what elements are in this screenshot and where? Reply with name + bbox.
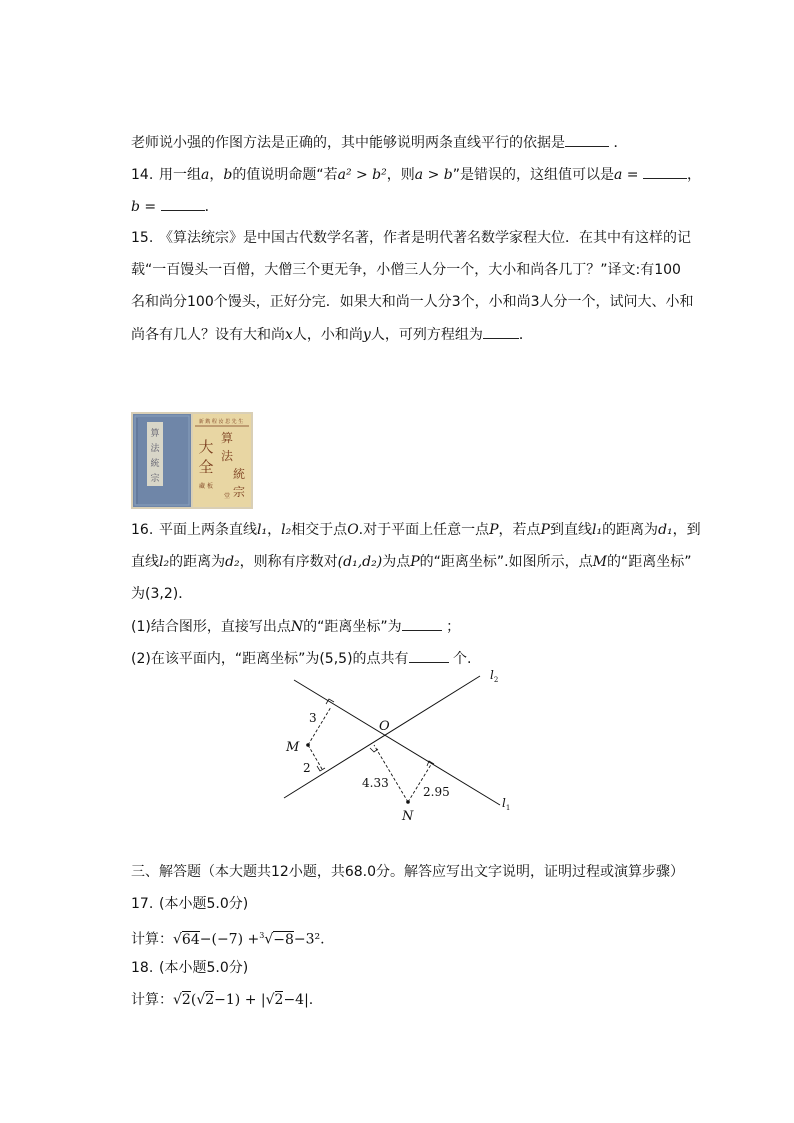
svg-text:宗: 宗 bbox=[232, 485, 246, 499]
q18-radicand-2: 2 bbox=[205, 992, 215, 1008]
q16-l1-2: l₁ bbox=[591, 522, 603, 538]
q17-minus-neg7: −(−7) + bbox=[199, 931, 260, 948]
q16-text-1d: .对于平面上任意一点 bbox=[358, 522, 490, 538]
label-dist-3: 3 bbox=[309, 711, 317, 725]
q16-sub1-text-b: 的“距离坐标”为 bbox=[303, 619, 402, 635]
distance-coordinate-figure bbox=[270, 665, 530, 825]
q14-text-2: 的值说明命题“若 bbox=[232, 167, 338, 183]
q16-sub1-end: ； bbox=[446, 619, 461, 635]
q14-b-eq: b = bbox=[131, 199, 157, 215]
q16-line3: 为(3,2)． bbox=[131, 586, 193, 602]
var-a: a bbox=[201, 167, 210, 183]
q16-text-2d: 为点 bbox=[382, 554, 411, 570]
svg-text:藏 板: 藏 板 bbox=[199, 483, 213, 490]
question-16-number: 16. bbox=[131, 522, 154, 538]
N-right-angle-l2 bbox=[370, 748, 378, 752]
q16-P: P bbox=[489, 522, 499, 538]
q14-comma: ， bbox=[209, 167, 224, 183]
q15-line4 bbox=[131, 324, 533, 345]
q16-text-2e: 的“距离坐标” bbox=[419, 554, 505, 570]
intro-answer-blank bbox=[565, 132, 609, 147]
q16-text-1b: ， bbox=[267, 522, 282, 538]
question-18 bbox=[131, 958, 248, 978]
q18-score: (本小题5.0分) bbox=[159, 960, 249, 976]
label-dist-295: 2.95 bbox=[423, 785, 450, 799]
q18-sqrt-sign-3: √ bbox=[265, 992, 275, 1008]
line-l1 bbox=[294, 680, 500, 805]
q16-l2-2: l₂ bbox=[159, 554, 170, 570]
q16-text-2a: 直线 bbox=[131, 554, 159, 570]
q16-l1: l₁ bbox=[257, 522, 268, 538]
q17-sqrt-sign: √ bbox=[173, 931, 182, 948]
q17-tail: −3². bbox=[293, 931, 325, 948]
q14-a-eq: a = bbox=[613, 167, 639, 183]
N-perp-l2 bbox=[374, 745, 408, 802]
q17-radicand-64: 64 bbox=[181, 931, 200, 948]
question-14-line2 bbox=[131, 196, 219, 217]
q16-line2 bbox=[131, 552, 691, 572]
svg-text:統: 統 bbox=[150, 459, 160, 469]
svg-text:算: 算 bbox=[150, 429, 160, 439]
q15-line2: 载“一百馒头一百僧，大僧三个更无争，小僧三人分一个，大小和尚各几丁？”译文:有100 bbox=[131, 262, 681, 278]
q16-d2: d₂ bbox=[225, 554, 240, 570]
q17-cbrt-sign: √ bbox=[264, 931, 274, 948]
q15-period: ． bbox=[518, 327, 533, 343]
q15-answer-blank bbox=[483, 324, 519, 339]
question-14: 14. 用一组a，b的值说明命题“若a² > b²，则a > b”是错误的，这组值可以是a = ， bbox=[131, 164, 701, 185]
svg-text:算: 算 bbox=[220, 431, 234, 445]
svg-text:大: 大 bbox=[198, 438, 214, 456]
label-dist-433: 4.33 bbox=[362, 776, 389, 790]
q18-radicand-3: 2 bbox=[274, 992, 284, 1008]
question-16 bbox=[131, 520, 701, 540]
q14-period: ． bbox=[204, 199, 219, 215]
q18-sqrt-sign-2: √ bbox=[196, 992, 206, 1008]
intro-period: ． bbox=[613, 135, 628, 151]
q18-expression bbox=[131, 990, 313, 1010]
q18-open: ( bbox=[190, 992, 197, 1008]
suanfa-tongzong-book-image bbox=[131, 412, 253, 509]
q16-sub1 bbox=[131, 616, 460, 637]
q16-text-2f: .如图所示，点 bbox=[504, 554, 593, 570]
q16-text-1c: 相交于点 bbox=[291, 522, 348, 538]
q16-N: N bbox=[290, 619, 304, 635]
section-3-heading: 三、解答题（本大题共12小题，共68.0分。解答应写出文字说明，证明过程或演算步骤） bbox=[131, 864, 684, 880]
q16-M: M bbox=[592, 554, 607, 570]
q14-text-4: ”是错误的，这组值可以是 bbox=[452, 167, 614, 183]
q16-text-1h: ，到 bbox=[672, 522, 701, 538]
label-l1-letter: l bbox=[502, 796, 506, 810]
var-b: b bbox=[223, 167, 233, 183]
svg-text:統: 統 bbox=[232, 467, 246, 481]
q15-text-b: 人，小和尚 bbox=[292, 327, 363, 343]
q15-line3: 名和尚分100个馒头，正好分完．如果大和尚一人分3个，小和尚3人分一个，试问大、小和 bbox=[131, 294, 694, 310]
q16-l2: l₂ bbox=[281, 522, 292, 538]
question-14-number: 14. bbox=[131, 167, 154, 183]
label-M: M bbox=[286, 740, 300, 755]
q16-sub2-blank bbox=[409, 648, 449, 663]
svg-text:堂: 堂 bbox=[223, 493, 231, 500]
q16-text-1g: 的距离为 bbox=[602, 522, 659, 538]
q16-text-1e: ，若点 bbox=[498, 522, 541, 538]
q18-close: −1) + | bbox=[214, 992, 266, 1008]
label-dist-2: 2 bbox=[303, 761, 311, 775]
question-17 bbox=[131, 894, 248, 914]
q17-radicand-m8: −8 bbox=[273, 931, 294, 948]
intro-line bbox=[131, 132, 627, 153]
q14-a-blank bbox=[643, 164, 687, 179]
q16-sub2-text-b: 个. bbox=[452, 651, 472, 667]
label-l2 bbox=[490, 668, 498, 684]
q16-O: O bbox=[347, 522, 359, 538]
q14-b-blank bbox=[161, 196, 205, 211]
q16-P-2: P bbox=[540, 522, 550, 538]
q16-text-2c: ，则称有序数对 bbox=[239, 554, 338, 570]
q16-text-2g: 的“距离坐标” bbox=[606, 554, 692, 570]
q16-text-1a: 平面上两条直线 bbox=[159, 522, 257, 538]
svg-text:新 鎸 程 汝 思 先 生: 新 鎸 程 汝 思 先 生 bbox=[198, 419, 244, 425]
q16-sub1-blank bbox=[402, 616, 442, 631]
label-l2-letter: l bbox=[490, 668, 494, 682]
q16-sub2-text-a: (2)在该平面内，“距离坐标”为(5,5)的点共有 bbox=[131, 651, 409, 667]
svg-text:法: 法 bbox=[220, 449, 234, 463]
q18-calc-label: 计算： bbox=[131, 992, 173, 1008]
label-O: O bbox=[379, 719, 390, 734]
q16-text-2b: 的距离为 bbox=[169, 554, 226, 570]
q16-text-1f: 到直线 bbox=[549, 522, 592, 538]
svg-text:宗: 宗 bbox=[150, 474, 160, 484]
q15-text-c: 人，可列方程组为 bbox=[370, 327, 483, 343]
question-17-number: 17. bbox=[131, 896, 154, 912]
q14-text-3: ，则 bbox=[386, 167, 415, 183]
q18-tail: −4|. bbox=[283, 992, 314, 1008]
q18-sqrt-sign-1: √ bbox=[173, 992, 182, 1008]
label-N: N bbox=[402, 809, 414, 824]
label-l1-sub: 1 bbox=[505, 804, 511, 812]
q15-text-a: 尚各有几人？设有大和尚 bbox=[131, 327, 285, 343]
q14-text-1: 用一组 bbox=[159, 167, 201, 183]
question-15 bbox=[131, 228, 691, 248]
var-x: x bbox=[285, 327, 293, 343]
intro-text: 老师说小强的作图方法是正确的，其中能够说明两条直线平行的依据是 bbox=[131, 135, 565, 151]
q16-pair: (d₁,d₂) bbox=[337, 554, 383, 570]
q17-score: (本小题5.0分) bbox=[159, 896, 249, 912]
q16-sub1-text-a: (1)结合图形，直接写出点 bbox=[131, 619, 291, 635]
label-l1 bbox=[502, 796, 510, 812]
question-15-number: 15. bbox=[131, 230, 154, 246]
q17-cube-index: 3 bbox=[259, 931, 265, 940]
q14-cond1: a² > b² bbox=[337, 167, 387, 183]
q15-line1: 《算法统宗》是中国古代数学名著，作者是明代著名数学家程大位．在其中有这样的记 bbox=[159, 230, 691, 246]
q18-radicand-1: 2 bbox=[181, 992, 191, 1008]
q14-cond2: a > b bbox=[414, 167, 453, 183]
var-y: y bbox=[362, 327, 371, 343]
q16-d1: d₁ bbox=[658, 522, 673, 538]
svg-text:全: 全 bbox=[198, 458, 214, 476]
svg-text:法: 法 bbox=[150, 444, 160, 454]
label-l2-sub: 2 bbox=[493, 676, 499, 684]
q17-calc-label: 计算： bbox=[131, 931, 173, 948]
q17-expression bbox=[131, 926, 325, 950]
q16-P-3: P bbox=[410, 554, 420, 570]
question-18-number: 18. bbox=[131, 960, 154, 976]
